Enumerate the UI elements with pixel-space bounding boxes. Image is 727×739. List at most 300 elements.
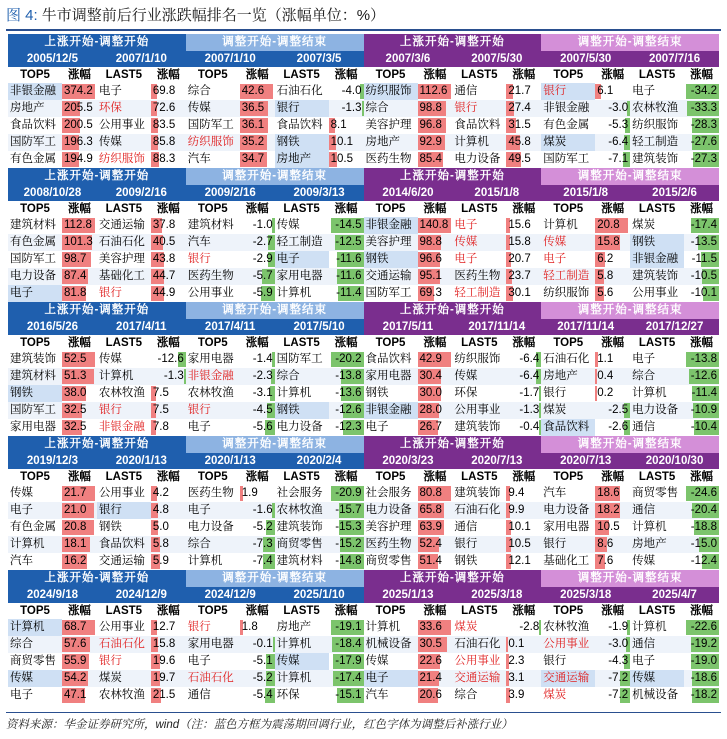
gain-value xyxy=(62,134,97,151)
gain-value xyxy=(418,100,453,117)
figure-title-text: 牛市调整前后行业涨跌幅排名一览（涨幅单位：%） xyxy=(41,7,386,24)
panel xyxy=(186,302,364,436)
column-header: 涨幅 xyxy=(601,69,625,81)
gain-value xyxy=(595,117,630,134)
period-header: 上涨开始-调整开始 xyxy=(8,436,186,453)
period-header: 上涨开始-调整开始 xyxy=(8,302,186,319)
industry-name: 计算机 xyxy=(276,387,312,399)
table-row xyxy=(8,653,186,670)
industry-name: 国防军工 xyxy=(187,119,234,131)
gain-value xyxy=(240,368,275,385)
industry-name: 计算机 xyxy=(632,621,667,633)
gain-value xyxy=(418,285,453,302)
gain-value xyxy=(62,217,97,234)
gain-value xyxy=(684,100,719,117)
industry-name: 交通运输 xyxy=(365,270,412,282)
gain-number: 19.6 xyxy=(152,655,176,667)
end-date: 2009/3/13 xyxy=(293,187,345,199)
gain-value xyxy=(240,151,275,168)
industry-name: 银行 xyxy=(187,253,211,265)
column-header: LAST5 xyxy=(283,203,320,215)
period-header: 调整开始-调整结束 xyxy=(541,570,719,587)
industry-name: 银行 xyxy=(543,538,567,550)
industry-name: 建筑装饰 xyxy=(632,153,679,165)
gain-number: 96.8 xyxy=(419,119,442,131)
column-header: 涨幅 xyxy=(423,203,447,215)
industry-name: 钢铁 xyxy=(98,521,122,533)
industry-name: 房地产 xyxy=(276,621,312,633)
gain-value xyxy=(62,351,97,368)
start-date: 2005/12/5 xyxy=(26,53,79,65)
industry-name: 电子 xyxy=(364,670,418,687)
start-date: 2025/3/18 xyxy=(560,589,612,601)
gain-value xyxy=(418,268,453,285)
industry-name: 电子 xyxy=(454,253,478,265)
industry-name: 环保 xyxy=(454,387,478,399)
gain-number: 23.7 xyxy=(508,270,531,282)
industry-name: 医药生物 xyxy=(187,270,234,282)
industry-name: 轻工制造 xyxy=(276,236,323,248)
industry-name: 纺织服饰 xyxy=(98,153,145,165)
column-header: TOP5 xyxy=(197,471,228,483)
table-row xyxy=(8,217,186,234)
period-header: 上涨开始-调整开始 xyxy=(364,168,542,185)
column-header: 涨幅 xyxy=(156,203,180,215)
panel xyxy=(541,302,719,436)
industry-name: 农林牧渔 xyxy=(98,689,145,701)
industry-name: 电力设备 xyxy=(276,421,323,433)
gain-number: 51.3 xyxy=(64,370,87,382)
gain-number: -15.7 xyxy=(335,504,362,516)
gain-number: 36.1 xyxy=(241,119,265,131)
gain-number: -0.1 xyxy=(252,638,273,650)
date-range xyxy=(541,453,719,469)
industry-name: 电子 xyxy=(10,504,33,516)
date-range xyxy=(364,319,542,335)
gain-value xyxy=(151,687,186,704)
gain-number: 98.8 xyxy=(419,102,442,114)
gain-number: 30.4 xyxy=(419,370,442,382)
gain-value xyxy=(684,134,719,151)
gain-value xyxy=(684,670,719,687)
gain-number: -33.3 xyxy=(690,102,717,114)
end-date: 2020/7/13 xyxy=(471,455,523,467)
industry-name: 医药生物 xyxy=(365,538,412,550)
gain-number: -6.4 xyxy=(608,136,629,148)
industry-name: 房地产 xyxy=(275,151,329,168)
gain-value xyxy=(329,234,364,251)
table-row xyxy=(8,502,186,519)
period-header: 上涨开始-调整开始 xyxy=(8,34,186,51)
table-row xyxy=(541,217,719,234)
gain-value xyxy=(240,234,275,251)
gain-value xyxy=(151,151,186,168)
industry-name: 银行 xyxy=(187,404,211,416)
column-header: 涨幅 xyxy=(156,69,180,81)
gain-number: 92.9 xyxy=(419,136,442,148)
industry-name: 非银金融 xyxy=(187,370,234,382)
table-row xyxy=(186,151,364,168)
gain-number: 27.4 xyxy=(508,102,531,114)
table-row xyxy=(186,100,364,117)
gain-number: 36.5 xyxy=(241,102,265,114)
column-header: LAST5 xyxy=(461,337,498,349)
gain-number: 72.6 xyxy=(152,102,176,114)
gain-value xyxy=(684,519,719,536)
industry-name: 综合 xyxy=(276,370,300,382)
gain-number: 0.4 xyxy=(597,370,614,382)
gain-value xyxy=(418,619,453,636)
industry-name: 电子 xyxy=(632,85,656,97)
gain-value xyxy=(240,485,275,502)
industry-name: 传媒 xyxy=(98,353,122,365)
gain-value xyxy=(151,502,186,519)
gain-value xyxy=(506,419,541,436)
date-range xyxy=(8,185,186,201)
industry-name: 石油石化 xyxy=(98,638,145,650)
industry-name: 综合 xyxy=(187,85,211,97)
industry-name: 轻工制造 xyxy=(454,287,501,299)
industry-name: 综合 xyxy=(365,102,389,114)
column-headers xyxy=(364,335,542,351)
column-header: 涨幅 xyxy=(67,203,91,215)
industry-name: 商贸零售 xyxy=(632,487,679,499)
column-header: 涨幅 xyxy=(334,337,358,349)
gain-value xyxy=(506,519,541,536)
gain-value xyxy=(418,151,453,168)
column-header: LAST5 xyxy=(283,69,320,81)
gain-number: 8.6 xyxy=(597,538,614,550)
start-date: 2020/3/23 xyxy=(382,455,434,467)
industry-name: 电子 xyxy=(187,504,211,516)
industry-name: 社会服务 xyxy=(365,487,412,499)
column-headers xyxy=(541,603,719,619)
column-header: 涨幅 xyxy=(690,337,714,349)
industry-name: 钢铁 xyxy=(630,234,684,251)
gain-value xyxy=(595,100,630,117)
column-header: TOP5 xyxy=(375,471,406,483)
table-row xyxy=(8,519,186,536)
industry-name: 有色金属 xyxy=(10,236,56,248)
gain-number: 101.3 xyxy=(64,236,93,248)
table-row xyxy=(364,134,542,151)
gain-value xyxy=(329,134,364,151)
industry-name: 通信 xyxy=(454,85,478,97)
date-range xyxy=(186,453,364,469)
period-header: 上涨开始-调整开始 xyxy=(364,436,542,453)
gain-value xyxy=(240,519,275,536)
table-row xyxy=(8,251,186,268)
column-header: TOP5 xyxy=(375,605,406,617)
column-header: LAST5 xyxy=(638,471,676,483)
gain-value xyxy=(595,351,630,368)
gain-number: -28.3 xyxy=(690,119,717,131)
gain-number: -12.3 xyxy=(335,421,362,433)
industry-name: 家用电器 xyxy=(10,421,56,433)
gain-number: 6.1 xyxy=(597,85,614,97)
gain-number: -10.9 xyxy=(690,404,717,416)
column-header: TOP5 xyxy=(20,605,50,617)
industry-name: 传媒 xyxy=(187,102,211,114)
gain-value xyxy=(418,553,453,570)
table-row xyxy=(8,151,186,168)
gain-value xyxy=(595,151,630,168)
industry-name: 银行 xyxy=(98,287,122,299)
gain-number: 5.0 xyxy=(152,521,169,533)
industry-name: 有色金属 xyxy=(10,153,56,165)
gain-value xyxy=(62,536,97,553)
gain-number: -17.4 xyxy=(335,672,362,684)
table-row xyxy=(8,619,186,636)
gain-value xyxy=(329,402,364,419)
gain-number: -10.5 xyxy=(690,270,717,282)
industry-name: 通信 xyxy=(632,638,656,650)
industry-name: 国防军工 xyxy=(10,253,56,265)
gain-value xyxy=(684,419,719,436)
gain-value xyxy=(595,134,630,151)
gain-value xyxy=(329,519,364,536)
date-range xyxy=(541,587,719,603)
gain-number: 7.8 xyxy=(152,421,169,433)
table-row xyxy=(541,117,719,134)
gain-number: 52.4 xyxy=(419,538,442,550)
gain-value xyxy=(62,653,97,670)
column-header: 涨幅 xyxy=(690,203,714,215)
gain-value xyxy=(151,419,186,436)
industry-name: 国防军工 xyxy=(10,404,56,416)
table-row xyxy=(8,485,186,502)
industry-name: 传媒 xyxy=(630,670,684,687)
column-header: TOP5 xyxy=(375,69,406,81)
panel xyxy=(186,34,364,168)
gain-number: -2.5 xyxy=(608,404,629,416)
table-row xyxy=(186,502,364,519)
gain-value xyxy=(684,385,719,402)
industry-name: 电力设备 xyxy=(365,504,412,516)
gain-value xyxy=(62,687,97,704)
gain-number: -18.4 xyxy=(335,638,362,650)
gain-value xyxy=(418,402,453,419)
period-header: 调整开始-调整结束 xyxy=(541,168,719,185)
table-row xyxy=(541,519,719,536)
table-row xyxy=(364,402,542,419)
industry-name: 钢铁 xyxy=(8,385,62,402)
end-date: 2020/2/4 xyxy=(296,455,342,467)
gain-number: -2.9 xyxy=(252,253,273,265)
gain-number: -19.1 xyxy=(335,621,362,633)
gain-number: 3.1 xyxy=(508,672,525,684)
table-row xyxy=(364,653,542,670)
column-header: 涨幅 xyxy=(512,337,536,349)
gain-number: 49.5 xyxy=(508,153,531,165)
gain-value xyxy=(62,502,97,519)
industry-name: 建筑材料 xyxy=(10,219,56,231)
gain-number: -4.3 xyxy=(608,655,629,667)
table-row xyxy=(364,83,542,100)
gain-value xyxy=(418,368,453,385)
gain-number: -15.3 xyxy=(335,521,362,533)
gain-value xyxy=(62,385,97,402)
gain-number: -4.5 xyxy=(252,404,273,416)
gain-number: -2.6 xyxy=(608,421,629,433)
column-header: LAST5 xyxy=(638,337,676,349)
gain-value xyxy=(62,117,97,134)
date-range xyxy=(541,51,719,67)
gain-value xyxy=(506,251,541,268)
gain-value xyxy=(62,670,97,687)
panel xyxy=(8,436,186,570)
industry-name: 电力设备 xyxy=(454,153,501,165)
industry-name: 汽车 xyxy=(10,555,33,567)
industry-name: 计算机 xyxy=(365,621,400,633)
gain-value xyxy=(506,402,541,419)
industry-name: 纺织服饰 xyxy=(632,119,679,131)
table-row xyxy=(186,519,364,536)
industry-name: 房地产 xyxy=(543,370,578,382)
table-row xyxy=(364,502,542,519)
gain-number: 35.2 xyxy=(241,136,265,148)
gain-number: 374.2 xyxy=(64,85,93,97)
gain-value xyxy=(684,502,719,519)
gain-number: 1.9 xyxy=(241,487,258,499)
industry-name: 煤炭 xyxy=(98,672,122,684)
panel xyxy=(186,436,364,570)
industry-name: 国防军工 xyxy=(10,136,56,148)
column-headers xyxy=(186,67,364,83)
table-row xyxy=(186,117,364,134)
gain-number: 21.0 xyxy=(64,504,87,516)
table-row xyxy=(186,351,364,368)
gain-number: 55.9 xyxy=(64,655,87,667)
gain-number: -1.3 xyxy=(163,370,184,382)
column-header: TOP5 xyxy=(553,203,584,215)
gain-number: -13.5 xyxy=(690,236,717,248)
industry-name: 食品饮料 xyxy=(10,119,56,131)
gain-number: -27.3 xyxy=(690,153,717,165)
gain-value xyxy=(595,217,630,234)
gain-number: -12.4 xyxy=(690,555,717,567)
gain-number: -22.6 xyxy=(690,621,717,633)
gain-number: -7.3 xyxy=(252,538,273,550)
gain-value xyxy=(329,217,364,234)
column-header: LAST5 xyxy=(283,337,320,349)
table-row xyxy=(541,536,719,553)
period-header: 调整开始-调整结束 xyxy=(186,168,364,185)
table-row xyxy=(186,251,364,268)
gain-number: 21.4 xyxy=(419,672,442,684)
table-row xyxy=(541,687,719,704)
panel xyxy=(364,34,542,168)
table-row xyxy=(364,636,542,653)
column-header: LAST5 xyxy=(283,471,320,483)
column-header: 涨幅 xyxy=(334,605,358,617)
industry-name: 石油石化 xyxy=(276,85,323,97)
industry-name: 公用事业 xyxy=(187,287,234,299)
column-header: LAST5 xyxy=(105,203,143,215)
column-header: TOP5 xyxy=(553,605,584,617)
table-row xyxy=(364,100,542,117)
gain-value xyxy=(506,502,541,519)
industry-name: 有色金属 xyxy=(10,521,56,533)
table-row xyxy=(364,553,542,570)
gain-number: 5.9 xyxy=(152,555,169,567)
gain-number: -2.8 xyxy=(519,621,540,633)
industry-name: 计算机 xyxy=(8,619,62,636)
column-header: TOP5 xyxy=(375,203,406,215)
gain-value xyxy=(684,619,719,636)
column-headers xyxy=(8,469,186,485)
end-date: 2015/1/8 xyxy=(474,187,520,199)
period-header: 上涨开始-调整开始 xyxy=(364,570,542,587)
column-header: LAST5 xyxy=(638,203,676,215)
industry-name: 建筑材料 xyxy=(10,370,56,382)
table-row xyxy=(541,419,719,436)
table-row xyxy=(541,234,719,251)
gain-number: 63.9 xyxy=(419,521,442,533)
gain-value xyxy=(684,402,719,419)
gain-number: 47.1 xyxy=(64,689,87,701)
date-range xyxy=(8,587,186,603)
start-date: 2007/1/10 xyxy=(204,53,256,65)
industry-name: 基础化工 xyxy=(543,555,590,567)
end-date: 2007/7/16 xyxy=(648,53,701,65)
gain-number: -1.0 xyxy=(252,219,273,231)
industry-name: 医药生物 xyxy=(454,270,501,282)
column-headers xyxy=(8,335,186,351)
gain-value xyxy=(151,485,186,502)
gain-value xyxy=(506,351,541,368)
table-row xyxy=(186,368,364,385)
end-date: 2017/12/27 xyxy=(645,321,704,333)
gain-value xyxy=(240,117,275,134)
column-header: LAST5 xyxy=(461,203,498,215)
period-header: 调整开始-调整结束 xyxy=(186,570,364,587)
industry-name: 传媒 xyxy=(543,236,567,248)
industry-name: 电子 xyxy=(10,689,33,701)
industry-name: 电子 xyxy=(8,285,62,302)
table-row xyxy=(364,619,542,636)
panel xyxy=(8,570,186,704)
gain-number: 43.8 xyxy=(152,253,176,265)
industry-name: 食品饮料 xyxy=(98,538,145,550)
column-header: 涨幅 xyxy=(423,337,447,349)
table-row xyxy=(186,619,364,636)
gain-number: 2.3 xyxy=(508,655,525,667)
gain-value xyxy=(684,83,719,100)
gain-value xyxy=(595,636,630,653)
gain-value xyxy=(329,687,364,704)
column-headers xyxy=(186,469,364,485)
period-header: 上涨开始-调整开始 xyxy=(8,168,186,185)
gain-number: -3.0 xyxy=(608,102,629,114)
industry-name: 机械设备 xyxy=(632,689,679,701)
industry-name: 轻工制造 xyxy=(543,270,590,282)
gain-value xyxy=(62,83,97,100)
gain-number: -6.4 xyxy=(519,370,540,382)
gain-number: -5.2 xyxy=(252,672,273,684)
panel xyxy=(541,34,719,168)
table-row xyxy=(541,385,719,402)
gain-value xyxy=(595,285,630,302)
column-header: TOP5 xyxy=(197,69,228,81)
industry-name: 商贸零售 xyxy=(10,655,56,667)
column-header: TOP5 xyxy=(20,471,50,483)
gain-value xyxy=(684,285,719,302)
gain-value xyxy=(684,251,719,268)
gain-value xyxy=(329,285,364,302)
gain-value xyxy=(62,619,97,636)
start-date: 2017/5/11 xyxy=(382,321,434,333)
